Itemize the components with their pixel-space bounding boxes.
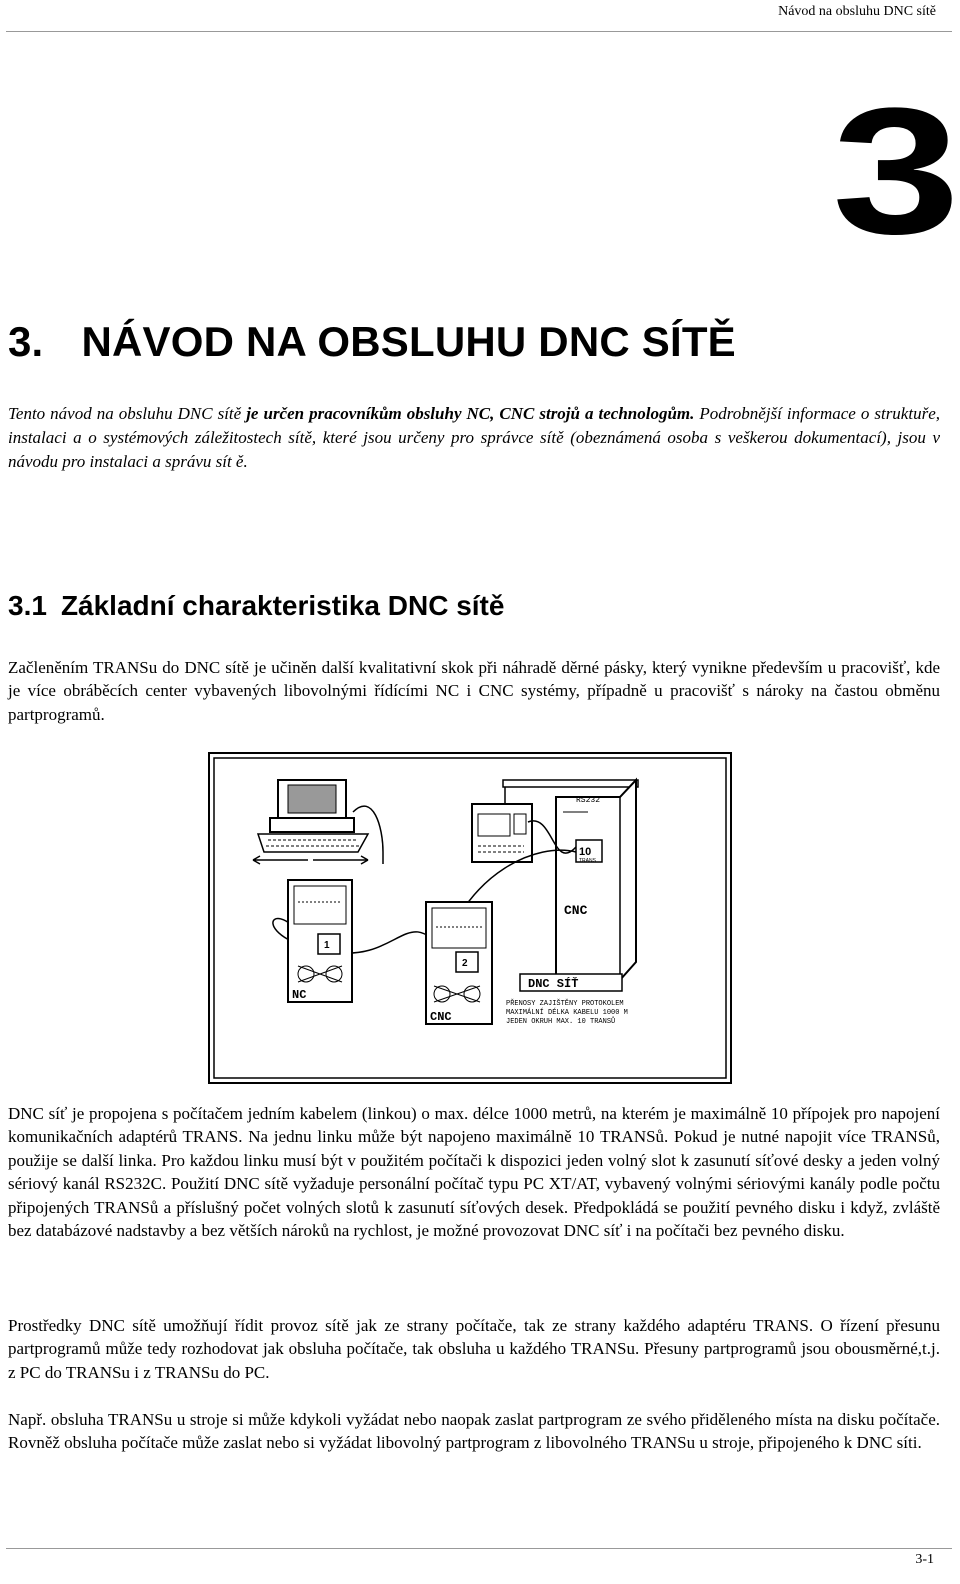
nc-machine — [288, 880, 352, 1002]
trans-10-label: TRANS — [579, 858, 596, 864]
dnc-label: DNC SÍŤ — [528, 977, 579, 991]
trans-1-number: 1 — [324, 940, 330, 951]
cnc-cabinet — [556, 780, 636, 980]
header-title: Návod na obsluhu DNC sítě — [778, 4, 936, 19]
intro-text-bold: je určen pracovníkům obsluhy NC, CNC strojů a technologům. — [246, 404, 695, 423]
page-header — [0, 0, 960, 34]
dnc-network-figure — [208, 752, 732, 1084]
intro-text-2: Podrobnější informace o struktuře, instalaci a o systémových záležitostech sítě, které jsou určeny pro správce sítě (obeznámená osoba s veškerou dokumentací), jsou v návodu pro instalaci a správu sít ě. — [8, 404, 940, 471]
chapter-heading — [8, 318, 736, 366]
intro-paragraph — [8, 402, 940, 474]
rs232-label: RS232 — [576, 796, 601, 805]
footer-rule — [6, 1548, 952, 1549]
paragraph-3: Prostředky DNC sítě umožňují řídit provoz sítě jak ze strany počítače, tak ze strany každého adaptéru TRANS. O řízení přesunu partprogramů může tedy rozhodovat jak obsluha počítače, tak obsluha u každého TRANSu. Přesuny partprogramů jsou obousměrné,t.j. z PC do TRANSu i z TRANSu do PC. — [8, 1316, 940, 1382]
note-cable-length: MAXIMÁLNÍ DÉLKA KABELU 1000 M — [506, 1009, 628, 1017]
chapter-badge-digit: 3 — [832, 95, 960, 245]
section-title: Základní charakteristika DNC sítě — [60, 590, 505, 621]
section-number: 3.1 — [8, 590, 47, 621]
header-rule — [6, 31, 952, 32]
paragraph-2: DNC síť je propojena s počítačem jedním kabelem (linkou) o max. délce 1000 metrů, na kterém je maximálně 10 přípojek pro napojení komunikačních adaptérů TRANS. Na jednu linku může být napojeno maximálně 10 TRANSů. Pokud je nutné napojit více TRANSů, použije se další linka. Pro každou linku musí být v použitém počítači k dispozici jeden volný slot k zasunutí síťové desky a jeden volný sériový kanál RS232C. Použití DNC sítě vyžaduje personální počítač typu PC XT/AT, vybavený volnými sériovými kanály podle počtu připojených TRANSů a příslušný počet volných slotů k zasunutí síťových desek. Předpokládá se použití pevného disku i když, zvláště bez databázové nadstavby a bez větších nároků na rychlost, je možné provozovat DNC síť i na počítači bez pevného disku. — [8, 1104, 940, 1241]
trans-10-number: 10 — [579, 846, 592, 858]
nc-label: NC — [292, 988, 307, 1002]
chapter-title: NÁVOD NA OBSLUHU DNC SÍTĚ — [81, 318, 736, 365]
cnc-machine-label: CNC — [430, 1010, 452, 1024]
dnc-network-caption — [506, 974, 628, 1026]
paragraph-4: Např. obsluha TRANSu u stroje si může kdykoli vyžádat nebo naopak zaslat partprogram ze svého přiděleného místa na disku počítače. Rovněž obsluha počítače může zaslat nebo si vyžádat libovolný partprogram z libovolného TRANSu u stroje, připojeného k DNC síti. — [8, 1410, 940, 1453]
intro-text-1: Tento návod na obsluhu DNC sítě — [8, 404, 247, 423]
note-protocol: PŘENOSY ZAJIŠTĚNY PROTOKOLEM — [506, 1000, 624, 1008]
note-max-trans: JEDEN OKRUH MAX. 10 TRANSŮ — [506, 1018, 616, 1026]
trans-2-number: 2 — [462, 958, 468, 969]
cnc-machine — [426, 902, 492, 1024]
section-heading — [8, 590, 504, 622]
cnc-cabinet-label: CNC — [564, 903, 588, 918]
page-number: 3-1 — [915, 1552, 934, 1567]
chapter-number: 3. — [8, 318, 44, 365]
chapter-number-badge — [820, 95, 960, 245]
paragraph-1: Začleněním TRANSu do DNC sítě je učiněn další kvalitativní skok při náhradě děrné pásky, který vynikne především u pracovišť, kde je více obráběcích center vybavených libovolnými řídícími NC i CNC systémy, případně u pracovišť s nároky na častou obměnu partprogramů. — [8, 658, 940, 724]
